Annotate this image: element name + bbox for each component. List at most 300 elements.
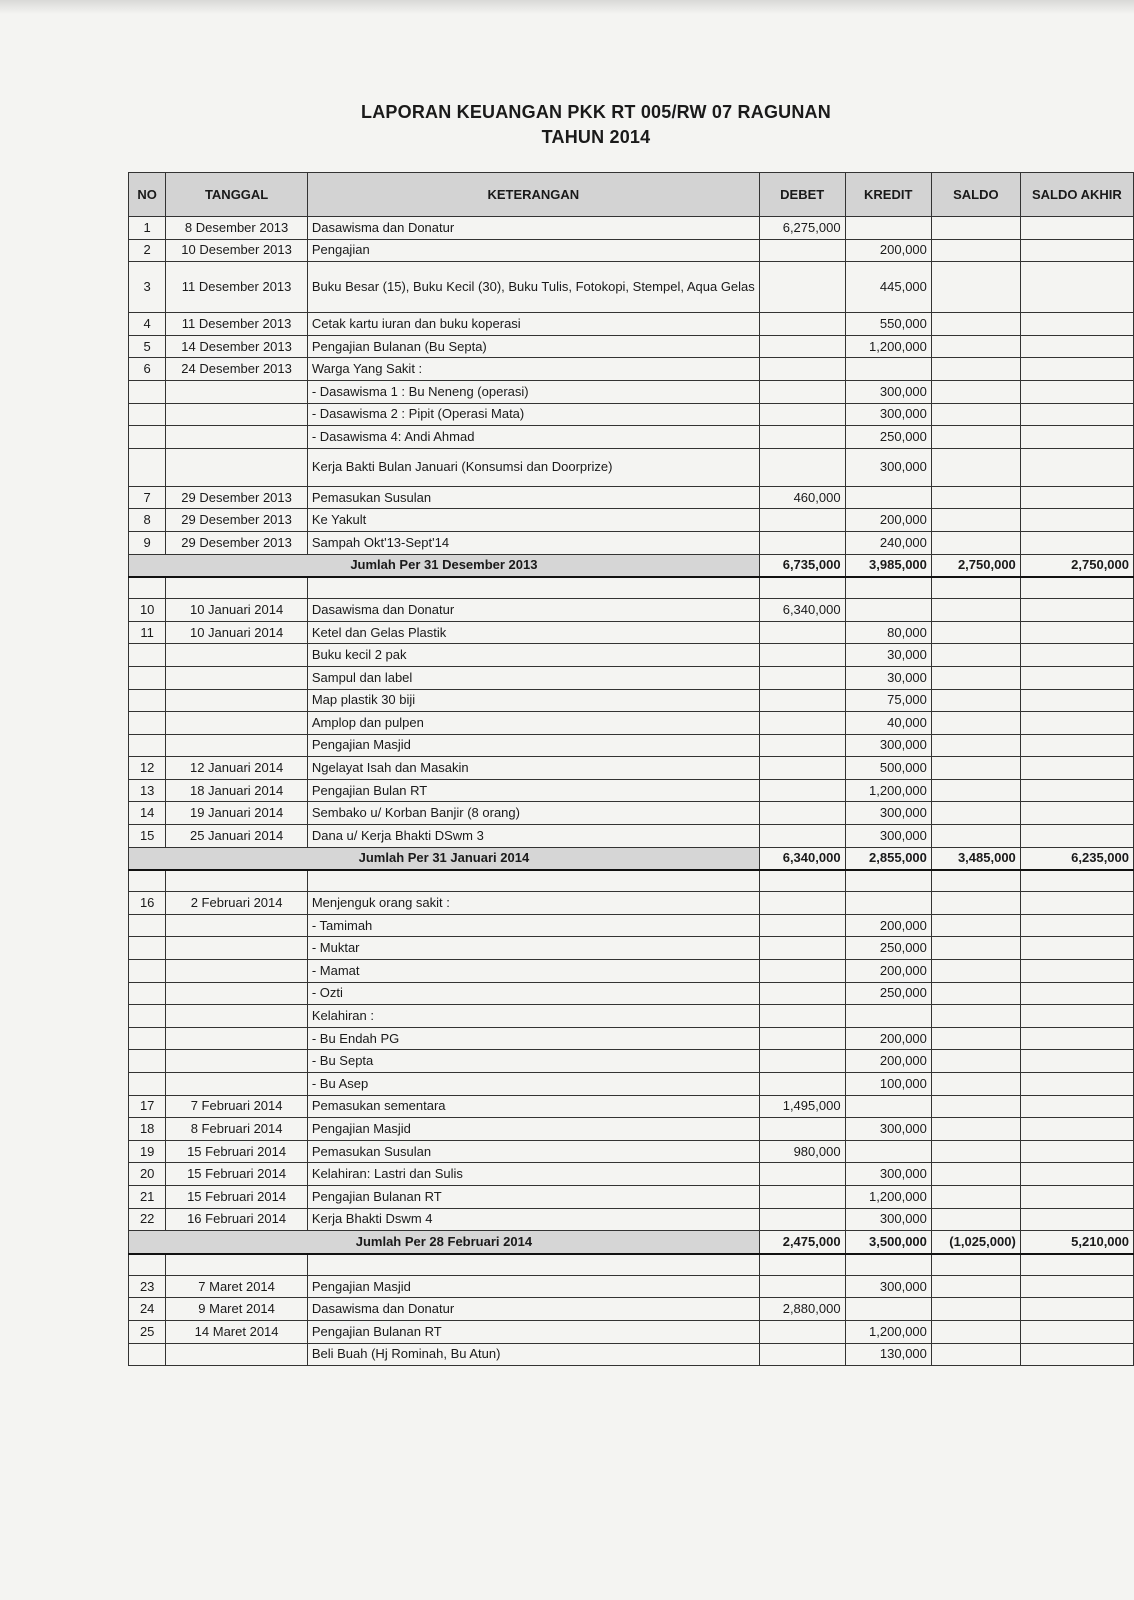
row-description: Ketel dan Gelas Plastik <box>307 621 759 644</box>
row-saldo-akhir <box>1020 403 1133 426</box>
row-description: Dasawisma dan Donatur <box>307 1298 759 1321</box>
report-title-line2: TAHUN 2014 <box>541 127 651 147</box>
row-saldo <box>931 313 1020 336</box>
row-date: 2 Februari 2014 <box>166 892 308 915</box>
row-kredit <box>845 486 931 509</box>
row-saldo-akhir <box>1020 239 1133 262</box>
spacer-cell <box>759 577 845 599</box>
table-row <box>129 403 1134 426</box>
row-saldo-akhir <box>1020 666 1133 689</box>
row-debet <box>759 1185 845 1208</box>
row-no: 12 <box>129 757 166 780</box>
row-saldo <box>931 1320 1020 1343</box>
header-saldo: SALDO <box>931 173 1020 217</box>
spacer-cell <box>1020 577 1133 599</box>
spacer-cell <box>307 1254 759 1276</box>
row-saldo <box>931 262 1020 313</box>
row-kredit <box>845 892 931 915</box>
row-saldo <box>931 802 1020 825</box>
row-date: 15 Februari 2014 <box>166 1163 308 1186</box>
row-kredit: 300,000 <box>845 1163 931 1186</box>
subtotal-debet: 2,475,000 <box>759 1231 845 1254</box>
row-date: 15 Februari 2014 <box>166 1185 308 1208</box>
row-description: Sembako u/ Korban Banjir (8 orang) <box>307 802 759 825</box>
row-saldo-akhir <box>1020 1095 1133 1118</box>
row-no <box>129 914 166 937</box>
row-debet <box>759 1027 845 1050</box>
row-debet <box>759 509 845 532</box>
row-kredit: 1,200,000 <box>845 335 931 358</box>
row-saldo <box>931 892 1020 915</box>
row-description: - Mamat <box>307 960 759 983</box>
row-saldo-akhir <box>1020 1140 1133 1163</box>
row-no: 17 <box>129 1095 166 1118</box>
row-saldo-akhir <box>1020 1320 1133 1343</box>
row-kredit: 200,000 <box>845 960 931 983</box>
row-date: 16 Februari 2014 <box>166 1208 308 1231</box>
table-row <box>129 937 1134 960</box>
row-saldo <box>931 426 1020 449</box>
row-description: - Tamimah <box>307 914 759 937</box>
table-row <box>129 313 1134 336</box>
row-saldo <box>931 734 1020 757</box>
row-kredit: 300,000 <box>845 1208 931 1231</box>
table-row <box>129 1050 1134 1073</box>
header-no: NO <box>129 173 166 217</box>
row-date: 11 Desember 2013 <box>166 313 308 336</box>
row-date: 18 Januari 2014 <box>166 779 308 802</box>
row-description: Pengajian Bulan RT <box>307 779 759 802</box>
row-description: Sampul dan label <box>307 666 759 689</box>
spacer-cell <box>166 870 308 892</box>
header-keterangan: KETERANGAN <box>307 173 759 217</box>
table-row <box>129 239 1134 262</box>
row-description: Ngelayat Isah dan Masakin <box>307 757 759 780</box>
row-saldo-akhir <box>1020 779 1133 802</box>
row-saldo-akhir <box>1020 914 1133 937</box>
subtotal-kredit: 3,985,000 <box>845 554 931 577</box>
row-debet <box>759 960 845 983</box>
table-row <box>129 1118 1134 1141</box>
row-date <box>166 1073 308 1096</box>
ledger-table <box>128 172 1134 1366</box>
row-saldo-akhir <box>1020 712 1133 735</box>
row-saldo <box>931 1005 1020 1028</box>
row-no: 6 <box>129 358 166 381</box>
row-date: 10 Desember 2013 <box>166 239 308 262</box>
row-saldo-akhir <box>1020 1208 1133 1231</box>
row-kredit: 250,000 <box>845 426 931 449</box>
row-no: 22 <box>129 1208 166 1231</box>
report-title <box>0 100 1134 150</box>
row-description: Amplop dan pulpen <box>307 712 759 735</box>
spacer-cell <box>759 870 845 892</box>
table-row <box>129 960 1134 983</box>
row-description: Ke Yakult <box>307 509 759 532</box>
spacer-cell <box>1020 870 1133 892</box>
row-kredit: 40,000 <box>845 712 931 735</box>
row-date: 14 Desember 2013 <box>166 335 308 358</box>
row-description: Buku kecil 2 pak <box>307 644 759 667</box>
header-row <box>129 173 1134 217</box>
row-date: 29 Desember 2013 <box>166 509 308 532</box>
row-debet <box>759 914 845 937</box>
row-saldo-akhir <box>1020 426 1133 449</box>
table-row <box>129 1185 1134 1208</box>
spacer-cell <box>307 870 759 892</box>
subtotal-saldo-akhir: 5,210,000 <box>1020 1231 1133 1254</box>
table-row <box>129 1298 1134 1321</box>
table-row <box>129 380 1134 403</box>
table-row <box>129 531 1134 554</box>
row-description: Pengajian Masjid <box>307 1275 759 1298</box>
table-row <box>129 335 1134 358</box>
row-description: Map plastik 30 biji <box>307 689 759 712</box>
table-row <box>129 892 1134 915</box>
row-description: Pengajian <box>307 239 759 262</box>
row-date: 11 Desember 2013 <box>166 262 308 313</box>
row-saldo <box>931 621 1020 644</box>
row-kredit: 550,000 <box>845 313 931 336</box>
row-no: 18 <box>129 1118 166 1141</box>
row-saldo <box>931 1275 1020 1298</box>
row-saldo-akhir <box>1020 262 1133 313</box>
row-description: Pemasukan sementara <box>307 1095 759 1118</box>
row-no <box>129 1343 166 1366</box>
row-date: 8 Februari 2014 <box>166 1118 308 1141</box>
row-saldo-akhir <box>1020 380 1133 403</box>
spacer-cell <box>129 870 166 892</box>
row-description: Pengajian Masjid <box>307 1118 759 1141</box>
row-saldo <box>931 779 1020 802</box>
row-no <box>129 426 166 449</box>
row-description: - Dasawisma 4: Andi Ahmad <box>307 426 759 449</box>
row-saldo-akhir <box>1020 448 1133 486</box>
header-debet: DEBET <box>759 173 845 217</box>
table-row <box>129 1005 1134 1028</box>
row-description: Kerja Bakti Bulan Januari (Konsumsi dan Doorprize) <box>307 448 759 486</box>
spacer-cell <box>845 870 931 892</box>
row-saldo-akhir <box>1020 509 1133 532</box>
spacer-cell <box>931 870 1020 892</box>
row-no: 23 <box>129 1275 166 1298</box>
row-description: - Bu Septa <box>307 1050 759 1073</box>
row-kredit: 250,000 <box>845 982 931 1005</box>
row-saldo <box>931 1163 1020 1186</box>
report-title-line1: LAPORAN KEUANGAN PKK RT 005/RW 07 RAGUNAN <box>361 102 831 122</box>
row-debet <box>759 757 845 780</box>
row-debet: 1,495,000 <box>759 1095 845 1118</box>
row-debet: 980,000 <box>759 1140 845 1163</box>
table-row <box>129 1073 1134 1096</box>
row-debet <box>759 1050 845 1073</box>
row-no <box>129 403 166 426</box>
table-row <box>129 689 1134 712</box>
row-no <box>129 666 166 689</box>
row-saldo <box>931 380 1020 403</box>
row-description: Dana u/ Kerja Bhakti DSwm 3 <box>307 825 759 848</box>
row-kredit: 240,000 <box>845 531 931 554</box>
row-debet: 6,340,000 <box>759 599 845 622</box>
table-row <box>129 802 1134 825</box>
row-kredit: 100,000 <box>845 1073 931 1096</box>
row-description: Warga Yang Sakit : <box>307 358 759 381</box>
row-saldo-akhir <box>1020 1050 1133 1073</box>
row-date <box>166 644 308 667</box>
table-row <box>129 262 1134 313</box>
spacer-cell <box>307 577 759 599</box>
subtotal-label: Jumlah Per 31 Desember 2013 <box>129 554 760 577</box>
row-no <box>129 937 166 960</box>
row-date: 19 Januari 2014 <box>166 802 308 825</box>
row-kredit <box>845 1095 931 1118</box>
row-saldo <box>931 1095 1020 1118</box>
row-date: 7 Maret 2014 <box>166 1275 308 1298</box>
row-saldo-akhir <box>1020 531 1133 554</box>
row-date: 10 Januari 2014 <box>166 599 308 622</box>
row-saldo-akhir <box>1020 825 1133 848</box>
row-debet <box>759 666 845 689</box>
row-saldo-akhir <box>1020 937 1133 960</box>
row-debet <box>759 426 845 449</box>
table-row <box>129 217 1134 240</box>
row-debet: 6,275,000 <box>759 217 845 240</box>
row-kredit: 200,000 <box>845 509 931 532</box>
row-saldo-akhir <box>1020 1275 1133 1298</box>
row-date <box>166 380 308 403</box>
row-kredit: 1,200,000 <box>845 1320 931 1343</box>
row-no: 3 <box>129 262 166 313</box>
row-debet <box>759 689 845 712</box>
row-description: - Bu Asep <box>307 1073 759 1096</box>
table-row <box>129 982 1134 1005</box>
row-description: Beli Buah (Hj Rominah, Bu Atun) <box>307 1343 759 1366</box>
row-saldo <box>931 239 1020 262</box>
row-no: 5 <box>129 335 166 358</box>
row-debet <box>759 937 845 960</box>
row-saldo <box>931 689 1020 712</box>
row-debet <box>759 358 845 381</box>
row-saldo-akhir <box>1020 358 1133 381</box>
row-saldo-akhir <box>1020 1343 1133 1366</box>
row-description: - Ozti <box>307 982 759 1005</box>
table-row <box>129 825 1134 848</box>
row-no: 8 <box>129 509 166 532</box>
row-kredit: 300,000 <box>845 734 931 757</box>
row-kredit: 1,200,000 <box>845 1185 931 1208</box>
table-row <box>129 914 1134 937</box>
row-debet <box>759 1005 845 1028</box>
row-date: 25 Januari 2014 <box>166 825 308 848</box>
row-saldo <box>931 358 1020 381</box>
spacer-cell <box>129 1254 166 1276</box>
row-debet <box>759 1320 845 1343</box>
row-debet <box>759 734 845 757</box>
row-kredit: 80,000 <box>845 621 931 644</box>
row-saldo <box>931 599 1020 622</box>
row-saldo <box>931 1185 1020 1208</box>
row-no: 21 <box>129 1185 166 1208</box>
page-top-shadow <box>0 0 1134 14</box>
row-debet <box>759 825 845 848</box>
row-description: Pemasukan Susulan <box>307 486 759 509</box>
subtotal-debet: 6,340,000 <box>759 847 845 870</box>
row-date <box>166 914 308 937</box>
row-no <box>129 1027 166 1050</box>
row-kredit: 1,200,000 <box>845 779 931 802</box>
row-date <box>166 689 308 712</box>
row-saldo-akhir <box>1020 1005 1133 1028</box>
row-kredit <box>845 1005 931 1028</box>
row-description: Buku Besar (15), Buku Kecil (30), Buku Tulis, Fotokopi, Stempel, Aqua Gelas <box>307 262 759 313</box>
row-description: Dasawisma dan Donatur <box>307 599 759 622</box>
spacer-cell <box>129 577 166 599</box>
row-saldo-akhir <box>1020 734 1133 757</box>
subtotal-debet: 6,735,000 <box>759 554 845 577</box>
subtotal-kredit: 3,500,000 <box>845 1231 931 1254</box>
row-date: 9 Maret 2014 <box>166 1298 308 1321</box>
row-saldo <box>931 960 1020 983</box>
subtotal-label: Jumlah Per 31 Januari 2014 <box>129 847 760 870</box>
row-date <box>166 426 308 449</box>
row-no <box>129 1050 166 1073</box>
row-description: - Muktar <box>307 937 759 960</box>
table-row <box>129 757 1134 780</box>
header-kredit: KREDIT <box>845 173 931 217</box>
row-saldo-akhir <box>1020 313 1133 336</box>
subtotal-saldo-akhir: 2,750,000 <box>1020 554 1133 577</box>
row-debet <box>759 1163 845 1186</box>
table-row <box>129 1140 1134 1163</box>
row-no: 2 <box>129 239 166 262</box>
row-no <box>129 1073 166 1096</box>
table-row <box>129 666 1134 689</box>
row-description: - Dasawisma 1 : Bu Neneng (operasi) <box>307 380 759 403</box>
row-saldo <box>931 712 1020 735</box>
row-saldo-akhir <box>1020 335 1133 358</box>
row-date: 15 Februari 2014 <box>166 1140 308 1163</box>
row-debet <box>759 982 845 1005</box>
row-no: 25 <box>129 1320 166 1343</box>
row-no: 19 <box>129 1140 166 1163</box>
spacer-row <box>129 1254 1134 1276</box>
row-kredit <box>845 358 931 381</box>
table-row <box>129 1320 1134 1343</box>
row-debet <box>759 892 845 915</box>
subtotal-saldo: (1,025,000) <box>931 1231 1020 1254</box>
row-no <box>129 734 166 757</box>
row-saldo-akhir <box>1020 1298 1133 1321</box>
row-no <box>129 644 166 667</box>
row-saldo <box>931 1343 1020 1366</box>
row-saldo-akhir <box>1020 486 1133 509</box>
row-debet <box>759 644 845 667</box>
row-saldo-akhir <box>1020 1185 1133 1208</box>
row-saldo <box>931 1298 1020 1321</box>
row-date: 10 Januari 2014 <box>166 621 308 644</box>
row-saldo-akhir <box>1020 599 1133 622</box>
row-no <box>129 689 166 712</box>
table-row <box>129 1343 1134 1366</box>
table-row <box>129 1163 1134 1186</box>
row-saldo-akhir <box>1020 960 1133 983</box>
row-kredit: 445,000 <box>845 262 931 313</box>
table-row <box>129 1208 1134 1231</box>
row-saldo <box>931 217 1020 240</box>
row-saldo <box>931 486 1020 509</box>
row-date <box>166 1343 308 1366</box>
row-saldo <box>931 1073 1020 1096</box>
table-row <box>129 712 1134 735</box>
spacer-cell <box>166 1254 308 1276</box>
row-date: 14 Maret 2014 <box>166 1320 308 1343</box>
row-debet: 460,000 <box>759 486 845 509</box>
row-no: 15 <box>129 825 166 848</box>
row-debet <box>759 1343 845 1366</box>
spacer-cell <box>931 577 1020 599</box>
row-kredit: 200,000 <box>845 914 931 937</box>
row-date <box>166 1050 308 1073</box>
subtotal-saldo: 2,750,000 <box>931 554 1020 577</box>
row-kredit: 200,000 <box>845 1027 931 1050</box>
row-no: 9 <box>129 531 166 554</box>
row-kredit: 300,000 <box>845 1118 931 1141</box>
row-saldo <box>931 448 1020 486</box>
spacer-cell <box>931 1254 1020 1276</box>
row-saldo-akhir <box>1020 1073 1133 1096</box>
row-date: 12 Januari 2014 <box>166 757 308 780</box>
row-debet <box>759 262 845 313</box>
row-kredit: 200,000 <box>845 1050 931 1073</box>
subtotal-label: Jumlah Per 28 Februari 2014 <box>129 1231 760 1254</box>
row-no: 16 <box>129 892 166 915</box>
row-saldo <box>931 937 1020 960</box>
subtotal-row <box>129 1231 1134 1254</box>
row-saldo-akhir <box>1020 644 1133 667</box>
row-date <box>166 1005 308 1028</box>
row-kredit <box>845 1298 931 1321</box>
table-row <box>129 734 1134 757</box>
ledger-body <box>129 217 1134 1366</box>
row-kredit: 75,000 <box>845 689 931 712</box>
row-date: 7 Februari 2014 <box>166 1095 308 1118</box>
row-saldo <box>931 335 1020 358</box>
row-kredit: 300,000 <box>845 1275 931 1298</box>
subtotal-row <box>129 554 1134 577</box>
row-kredit: 300,000 <box>845 403 931 426</box>
table-row <box>129 1027 1134 1050</box>
row-no: 13 <box>129 779 166 802</box>
row-no: 1 <box>129 217 166 240</box>
table-row <box>129 1095 1134 1118</box>
table-row <box>129 448 1134 486</box>
row-description: Kelahiran: Lastri dan Sulis <box>307 1163 759 1186</box>
row-date: 29 Desember 2013 <box>166 486 308 509</box>
row-debet <box>759 802 845 825</box>
row-saldo <box>931 1208 1020 1231</box>
subtotal-row <box>129 847 1134 870</box>
row-saldo <box>931 403 1020 426</box>
row-description: Pemasukan Susulan <box>307 1140 759 1163</box>
row-description: - Dasawisma 2 : Pipit (Operasi Mata) <box>307 403 759 426</box>
table-row <box>129 621 1134 644</box>
row-debet <box>759 779 845 802</box>
row-debet: 2,880,000 <box>759 1298 845 1321</box>
row-saldo-akhir <box>1020 802 1133 825</box>
row-saldo <box>931 531 1020 554</box>
table-row <box>129 358 1134 381</box>
row-debet <box>759 313 845 336</box>
